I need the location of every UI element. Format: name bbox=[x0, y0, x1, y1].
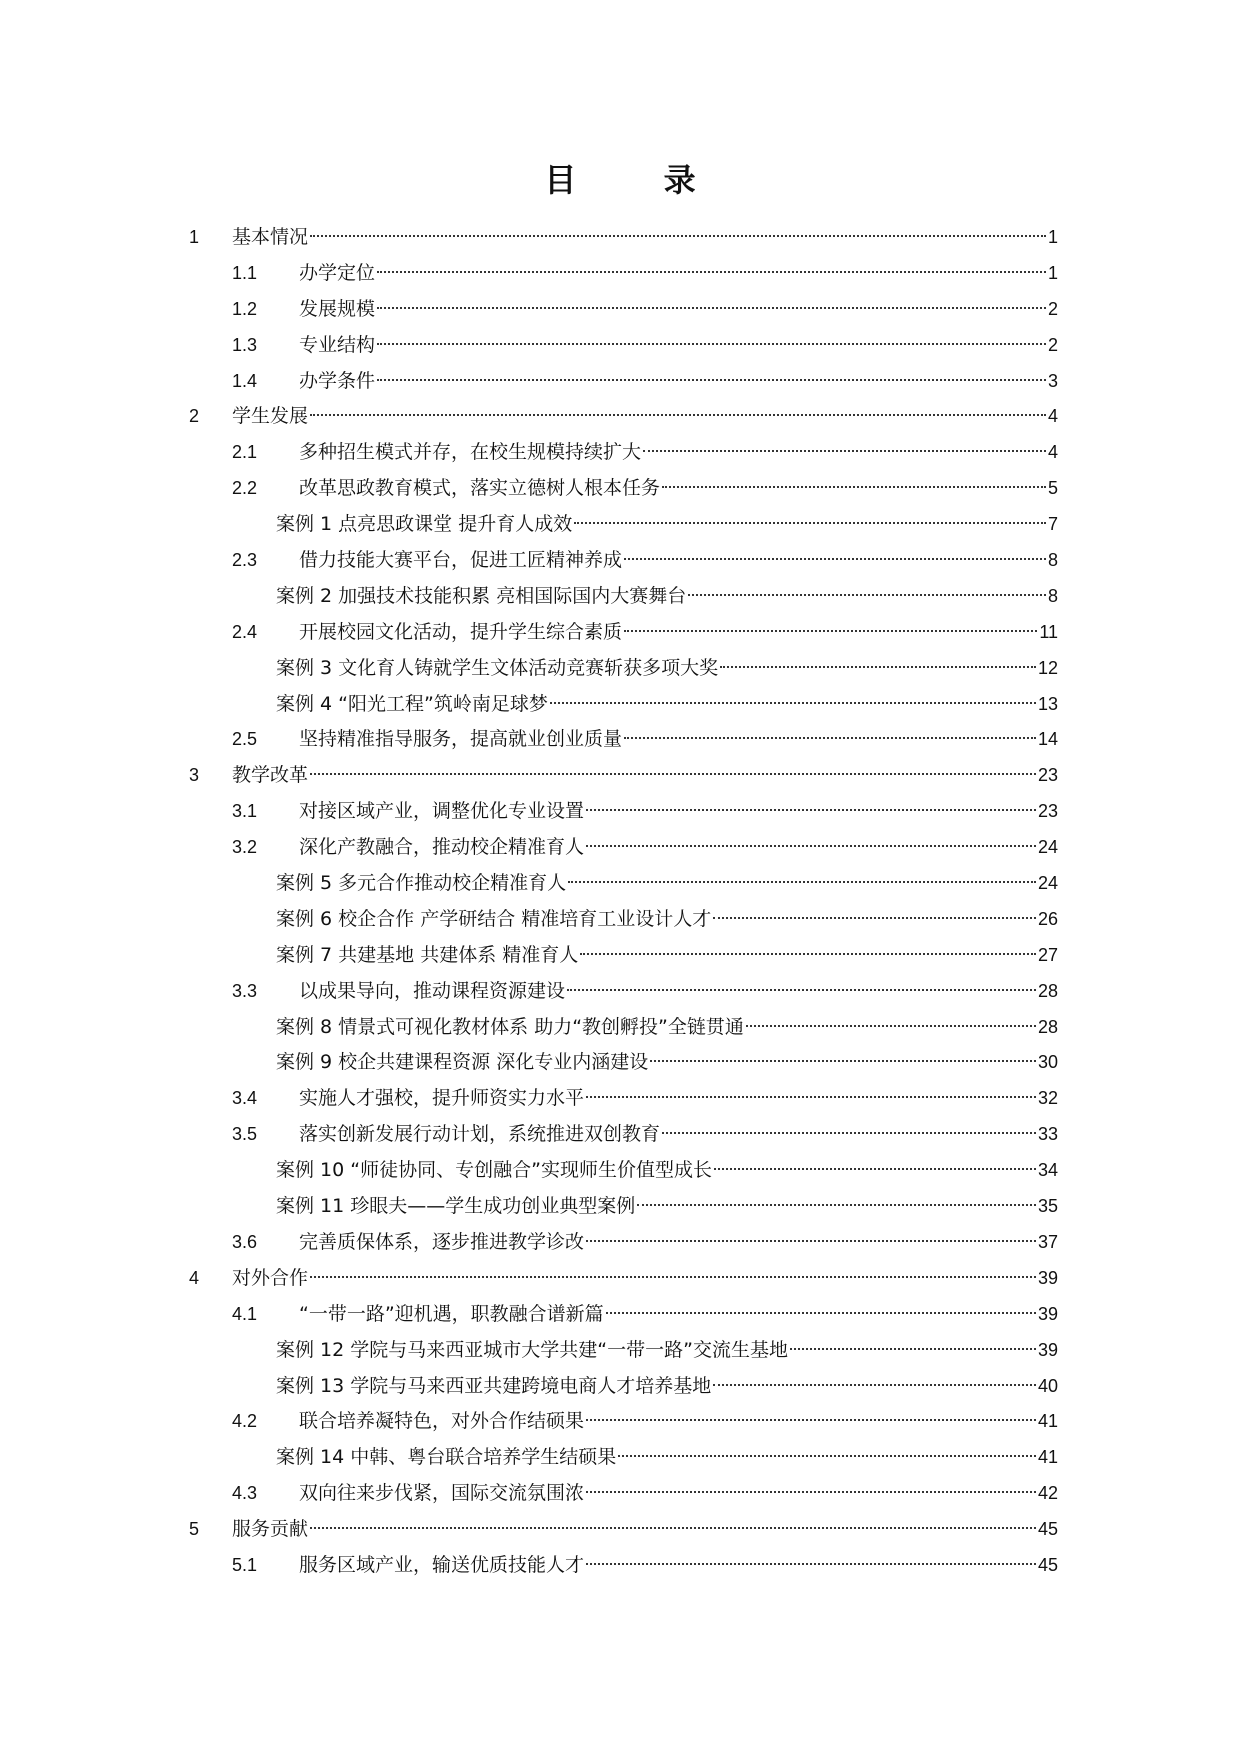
toc-entry[interactable] bbox=[189, 1332, 1058, 1368]
toc-dot-leader bbox=[586, 809, 1036, 811]
toc-entry[interactable] bbox=[189, 937, 1058, 973]
toc-entry[interactable] bbox=[189, 1224, 1058, 1260]
toc-entry[interactable] bbox=[189, 793, 1058, 829]
toc-entry-page-number: 42 bbox=[1037, 1483, 1058, 1504]
toc-dot-leader bbox=[624, 558, 1046, 560]
toc-dot-leader bbox=[624, 737, 1036, 739]
toc-entry-title: 服务贡献 bbox=[232, 1518, 309, 1541]
toc-entry[interactable] bbox=[189, 1188, 1058, 1224]
toc-entry[interactable] bbox=[189, 542, 1058, 578]
toc-entry-title: 专业结构 bbox=[299, 333, 376, 356]
toc-dot-leader bbox=[586, 1563, 1036, 1565]
toc-entry-number: 3.2 bbox=[232, 837, 258, 858]
table-of-contents bbox=[189, 219, 1058, 1583]
toc-entry-page-number: 4 bbox=[1047, 442, 1058, 463]
toc-entry-number: 3.6 bbox=[232, 1231, 258, 1252]
page-title: 目 录 bbox=[544, 161, 734, 199]
toc-entry[interactable] bbox=[189, 1439, 1058, 1475]
toc-entry-page-number: 4 bbox=[1047, 406, 1058, 427]
toc-entry-title: 教学改革 bbox=[232, 764, 309, 787]
toc-dot-leader bbox=[720, 666, 1036, 668]
toc-entry-title: 对接区域产业，调整优化专业设置 bbox=[299, 800, 585, 823]
toc-entry-title: 案例 14 中韩、粤台联合培养学生结硕果 bbox=[276, 1446, 617, 1469]
toc-entry-page-number: 26 bbox=[1037, 908, 1058, 929]
toc-entry[interactable] bbox=[189, 1260, 1058, 1296]
toc-entry[interactable] bbox=[189, 1547, 1058, 1583]
toc-entry-number: 2.3 bbox=[232, 550, 258, 571]
toc-entry-number: 4.3 bbox=[232, 1483, 258, 1504]
toc-dot-leader bbox=[746, 1025, 1036, 1027]
toc-entry-title: 联合培养凝特色，对外合作结硕果 bbox=[299, 1410, 585, 1433]
toc-entry[interactable] bbox=[189, 650, 1058, 686]
toc-entry-page-number: 45 bbox=[1037, 1519, 1058, 1540]
toc-entry-title: 完善质保体系，逐步推进教学诊改 bbox=[299, 1230, 585, 1253]
toc-entry-title: 办学条件 bbox=[299, 369, 376, 392]
toc-entry-title: 双向往来步伐紧，国际交流氛围浓 bbox=[299, 1482, 585, 1505]
toc-entry-page-number: 13 bbox=[1037, 693, 1058, 714]
toc-entry-page-number: 39 bbox=[1037, 1267, 1058, 1288]
toc-dot-leader bbox=[637, 1204, 1036, 1206]
toc-dot-leader bbox=[618, 1455, 1036, 1457]
toc-entry-title: 深化产教融合，推动校企精准育人 bbox=[299, 836, 585, 859]
toc-dot-leader bbox=[606, 1312, 1036, 1314]
toc-entry[interactable] bbox=[189, 1152, 1058, 1188]
toc-entry-title: 案例 9 校企共建课程资源 深化专业内涵建设 bbox=[276, 1051, 649, 1074]
toc-dot-leader bbox=[688, 594, 1046, 596]
toc-dot-leader bbox=[713, 917, 1036, 919]
toc-entry-page-number: 41 bbox=[1037, 1411, 1058, 1432]
toc-entry[interactable] bbox=[189, 363, 1058, 399]
toc-entry[interactable] bbox=[189, 219, 1058, 255]
toc-entry-page-number: 8 bbox=[1047, 550, 1058, 571]
toc-entry-page-number: 24 bbox=[1037, 873, 1058, 894]
toc-dot-leader bbox=[567, 989, 1036, 991]
toc-entry-page-number: 33 bbox=[1037, 1124, 1058, 1145]
toc-entry-page-number: 32 bbox=[1037, 1088, 1058, 1109]
toc-entry-title: 多种招生模式并存，在校生规模持续扩大 bbox=[299, 441, 642, 464]
toc-dot-leader bbox=[377, 379, 1046, 381]
toc-entry[interactable] bbox=[189, 1403, 1058, 1439]
toc-entry-page-number: 11 bbox=[1039, 621, 1058, 642]
toc-dot-leader bbox=[586, 1096, 1036, 1098]
toc-entry[interactable] bbox=[189, 1368, 1058, 1404]
toc-entry-number: 1.2 bbox=[232, 298, 258, 319]
toc-dot-leader bbox=[310, 1527, 1036, 1529]
toc-dot-leader bbox=[377, 271, 1046, 273]
toc-entry-number: 2.2 bbox=[232, 478, 258, 499]
toc-entry-number: 4 bbox=[189, 1267, 200, 1288]
toc-entry-page-number: 1 bbox=[1047, 262, 1058, 283]
toc-entry-number: 1.1 bbox=[232, 262, 258, 283]
toc-entry-page-number: 37 bbox=[1037, 1231, 1058, 1252]
toc-entry-page-number: 41 bbox=[1037, 1447, 1058, 1468]
toc-entry-page-number: 2 bbox=[1047, 298, 1058, 319]
toc-entry-page-number: 34 bbox=[1037, 1160, 1058, 1181]
toc-entry-number: 3.5 bbox=[232, 1124, 258, 1145]
toc-entry-number: 5 bbox=[189, 1519, 200, 1540]
toc-entry-number: 4.1 bbox=[232, 1303, 258, 1324]
toc-entry-page-number: 39 bbox=[1037, 1339, 1058, 1360]
toc-entry-title: 案例 13 学院与马来西亚共建跨境电商人才培养基地 bbox=[276, 1374, 712, 1397]
toc-entry-number: 3 bbox=[189, 765, 200, 786]
toc-entry-number: 4.2 bbox=[232, 1411, 258, 1432]
toc-entry-page-number: 8 bbox=[1047, 585, 1058, 606]
toc-entry-number: 2.5 bbox=[232, 729, 258, 750]
toc-entry-title: 开展校园文化活动，提升学生综合素质 bbox=[299, 620, 623, 643]
toc-entry-page-number: 23 bbox=[1037, 801, 1058, 822]
toc-entry-number: 2.4 bbox=[232, 621, 258, 642]
toc-entry-page-number: 14 bbox=[1037, 729, 1058, 750]
toc-entry[interactable] bbox=[189, 291, 1058, 327]
toc-dot-leader bbox=[310, 1276, 1036, 1278]
toc-entry-title: 案例 5 多元合作推动校企精准育人 bbox=[276, 872, 567, 895]
toc-entry-page-number: 45 bbox=[1037, 1554, 1058, 1575]
toc-entry-page-number: 30 bbox=[1037, 1052, 1058, 1073]
toc-entry-page-number: 27 bbox=[1037, 944, 1058, 965]
toc-entry-page-number: 39 bbox=[1037, 1303, 1058, 1324]
toc-entry-page-number: 24 bbox=[1037, 837, 1058, 858]
toc-dot-leader bbox=[310, 414, 1046, 416]
toc-entry[interactable] bbox=[189, 1009, 1058, 1045]
toc-entry-title: 案例 7 共建基地 共建体系 精准育人 bbox=[276, 943, 579, 966]
toc-entry-title: 服务区域产业，输送优质技能人才 bbox=[299, 1553, 585, 1576]
toc-entry-title: 实施人才强校，提升师资实力水平 bbox=[299, 1087, 585, 1110]
toc-entry[interactable] bbox=[189, 327, 1058, 363]
toc-entry[interactable] bbox=[189, 901, 1058, 937]
toc-entry[interactable] bbox=[189, 255, 1058, 291]
toc-entry-page-number: 23 bbox=[1037, 765, 1058, 786]
toc-entry[interactable] bbox=[189, 470, 1058, 506]
toc-dot-leader bbox=[586, 1240, 1036, 1242]
toc-entry[interactable] bbox=[189, 1475, 1058, 1511]
toc-entry[interactable] bbox=[189, 757, 1058, 793]
toc-entry-title: 坚持精准指导服务，提高就业创业质量 bbox=[299, 728, 623, 751]
toc-dot-leader bbox=[568, 881, 1036, 883]
toc-entry-title: 案例 2 加强技术技能积累 亮相国际国内大赛舞台 bbox=[276, 584, 687, 607]
toc-entry[interactable] bbox=[189, 1080, 1058, 1116]
toc-entry[interactable] bbox=[189, 398, 1058, 434]
toc-entry-title: 办学定位 bbox=[299, 261, 376, 284]
toc-entry-page-number: 12 bbox=[1037, 657, 1058, 678]
toc-entry-number: 1 bbox=[189, 227, 200, 247]
toc-dot-leader bbox=[574, 522, 1046, 524]
toc-entry-page-number: 28 bbox=[1037, 1016, 1058, 1037]
toc-entry[interactable] bbox=[189, 721, 1058, 757]
toc-entry[interactable] bbox=[189, 865, 1058, 901]
toc-dot-leader bbox=[310, 773, 1036, 775]
toc-entry-title: 案例 11 珍眼夫——学生成功创业典型案例 bbox=[276, 1195, 636, 1218]
toc-entry-title: 落实创新发展行动计划，系统推进双创教育 bbox=[299, 1123, 661, 1146]
toc-dot-leader bbox=[377, 307, 1046, 309]
toc-entry-number: 2 bbox=[189, 406, 200, 427]
toc-entry-title: 对外合作 bbox=[232, 1266, 309, 1289]
toc-entry[interactable] bbox=[189, 434, 1058, 470]
toc-dot-leader bbox=[550, 702, 1036, 704]
toc-entry-page-number: 7 bbox=[1047, 514, 1058, 535]
toc-entry[interactable] bbox=[189, 506, 1058, 542]
toc-entry-title: 学生发展 bbox=[232, 405, 309, 428]
toc-entry-page-number: 28 bbox=[1037, 980, 1058, 1001]
toc-entry-title: 基本情况 bbox=[232, 226, 309, 248]
toc-entry[interactable] bbox=[189, 973, 1058, 1009]
toc-entry-title: 案例 3 文化育人铸就学生文体活动竞赛斩获多项大奖 bbox=[276, 656, 719, 679]
toc-dot-leader bbox=[586, 1419, 1036, 1421]
toc-dot-leader bbox=[643, 450, 1046, 452]
toc-entry-title: 案例 12 学院与马来西亚城市大学共建“一带一路”交流生基地 bbox=[276, 1338, 788, 1361]
toc-entry-page-number: 3 bbox=[1047, 370, 1058, 391]
toc-entry-title: 案例 8 情景式可视化教材体系 助力“教创孵投”全链贯通 bbox=[276, 1015, 744, 1038]
toc-entry-title: 案例 6 校企合作 产学研结合 精准培育工业设计人才 bbox=[276, 907, 712, 930]
toc-entry[interactable] bbox=[189, 578, 1058, 614]
toc-dot-leader bbox=[586, 845, 1036, 847]
toc-entry-number: 1.3 bbox=[232, 334, 258, 355]
toc-entry-number: 1.4 bbox=[232, 370, 258, 391]
toc-entry-page-number: 1 bbox=[1047, 227, 1058, 247]
toc-entry[interactable] bbox=[189, 1511, 1058, 1547]
toc-entry-number: 5.1 bbox=[232, 1554, 258, 1575]
toc-dot-leader bbox=[377, 343, 1046, 345]
toc-entry[interactable] bbox=[189, 614, 1058, 650]
toc-entry[interactable] bbox=[189, 829, 1058, 865]
toc-entry[interactable] bbox=[189, 686, 1058, 722]
toc-entry-title: 案例 10 “师徒协同、专创融合”实现师生价值型成长 bbox=[276, 1159, 712, 1182]
toc-entry[interactable] bbox=[189, 1116, 1058, 1152]
toc-entry-page-number: 2 bbox=[1047, 334, 1058, 355]
toc-entry-title: 借力技能大赛平台，促进工匠精神养成 bbox=[299, 549, 623, 572]
toc-entry-number: 2.1 bbox=[232, 442, 258, 463]
toc-dot-leader bbox=[713, 1384, 1036, 1386]
toc-dot-leader bbox=[662, 486, 1046, 488]
toc-dot-leader bbox=[310, 235, 1046, 237]
toc-entry-title: “一带一路”迎机遇，职教融合谱新篇 bbox=[299, 1302, 604, 1325]
toc-entry-title: 案例 1 点亮思政课堂 提升育人成效 bbox=[276, 513, 573, 536]
toc-entry-number: 3.3 bbox=[232, 980, 258, 1001]
toc-dot-leader bbox=[580, 953, 1036, 955]
toc-entry-page-number: 35 bbox=[1037, 1196, 1058, 1217]
toc-entry[interactable] bbox=[189, 1296, 1058, 1332]
toc-entry-page-number: 40 bbox=[1037, 1375, 1058, 1396]
toc-dot-leader bbox=[790, 1348, 1036, 1350]
toc-dot-leader bbox=[662, 1132, 1036, 1134]
toc-dot-leader bbox=[714, 1168, 1036, 1170]
toc-entry-title: 案例 4 “阳光工程”筑岭南足球梦 bbox=[276, 692, 548, 715]
toc-entry-page-number: 5 bbox=[1047, 478, 1058, 499]
toc-entry-number: 3.4 bbox=[232, 1088, 258, 1109]
toc-entry[interactable] bbox=[189, 1044, 1058, 1080]
toc-dot-leader bbox=[624, 630, 1037, 632]
toc-entry-title: 发展规模 bbox=[299, 297, 376, 320]
toc-entry-title: 以成果导向，推动课程资源建设 bbox=[299, 979, 566, 1002]
toc-entry-number: 3.1 bbox=[232, 801, 258, 822]
toc-dot-leader bbox=[650, 1060, 1036, 1062]
toc-dot-leader bbox=[586, 1491, 1036, 1493]
toc-entry-title: 改革思政教育模式，落实立德树人根本任务 bbox=[299, 477, 661, 500]
